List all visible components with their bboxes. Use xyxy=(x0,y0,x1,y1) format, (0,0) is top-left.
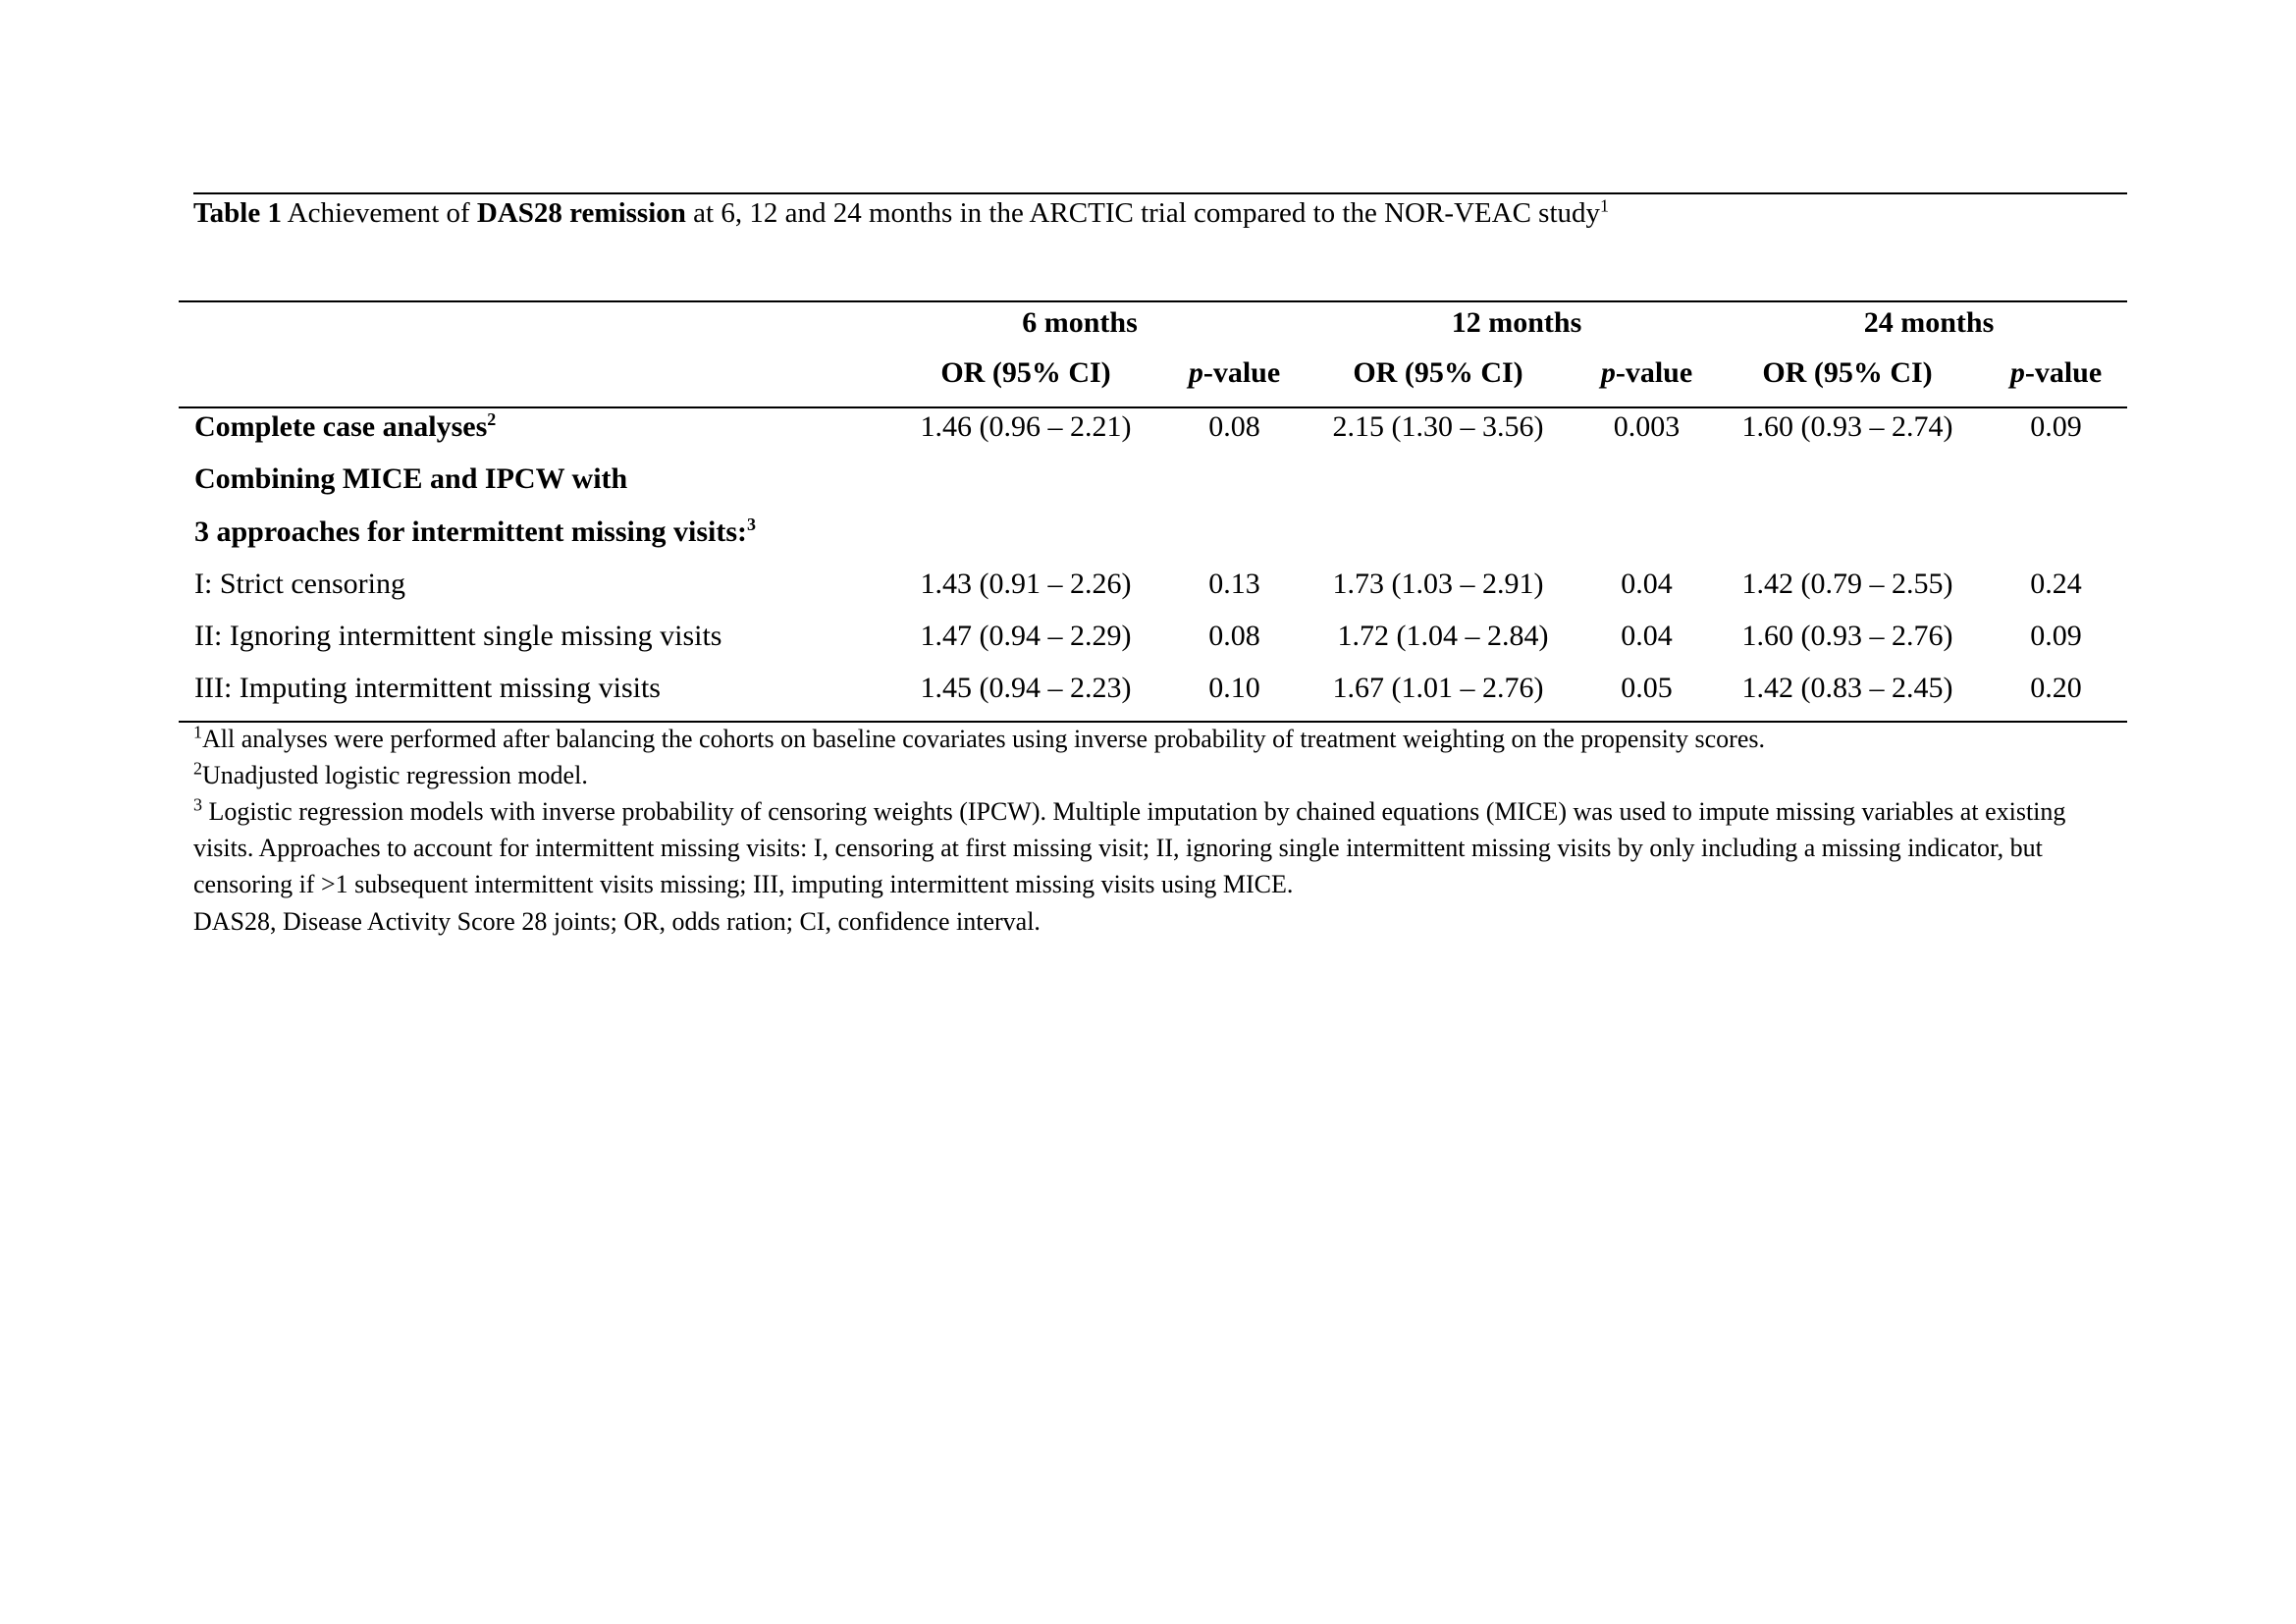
section-heading-line2: 3 approaches for intermittent missing visits:$^3$ xyxy=(194,514,757,548)
table-caption xyxy=(193,194,2127,232)
table-cell: 0.24 xyxy=(2030,568,2082,600)
header-6-months: 6 months xyxy=(1022,306,1138,339)
row-ignoring-label: II: Ignoring intermittent single missing visits xyxy=(194,620,722,652)
table-cell: 0.20 xyxy=(2030,672,2082,704)
footnote-1: $^1$All analyses were performed after balancing the cohorts on baseline covariates using inverse probability of treatment weighting on the propensity scores. xyxy=(193,722,1765,753)
caption-text-c: at 6, 12 and 24 months in the ARCTIC trial compared to the NOR-VEAC study xyxy=(693,197,1601,229)
caption-footnote-ref: 1 xyxy=(1600,195,1610,216)
table-cell: 0.10 xyxy=(1208,672,1260,704)
table-cell: 0.003 xyxy=(1613,410,1681,443)
footnote-abbreviations: DAS28, Disease Activity Score 28 joints; OR, odds ration; CI, confidence interval. xyxy=(193,907,1041,936)
footnote-3: $^3$ Logistic regression models with inverse probability of censoring weights (IPCW). Multiple imputation by chained equations (MICE) was used to impute missing variables at existing visits. Approaches to account for intermittent missing visits: I, censoring at first missing visit; II, ignoring single intermittent missing visits by only including a missing indicator, but censoring if >1 subsequent intermittent visits missing; III, imputing intermittent missing visits using MICE. xyxy=(193,794,2066,898)
table-cell: 1.60 (0.93 – 2.76) xyxy=(1741,620,1953,652)
footnote-2: $^2$Unadjusted logistic regression model. xyxy=(193,758,588,789)
table-cell: 1.72 (1.04 – 2.84) xyxy=(1337,620,1549,652)
table-cell: 1.60 (0.93 – 2.74) xyxy=(1741,410,1953,443)
table-cell: 1.42 (0.79 – 2.55) xyxy=(1741,568,1953,600)
row-imputing-label: III: Imputing intermittent missing visits xyxy=(194,672,661,704)
table-cell: 2.15 (1.30 – 3.56) xyxy=(1332,410,1544,443)
header-or-12: OR (95% CI) xyxy=(1353,356,1523,389)
table-cell: 0.05 xyxy=(1621,672,1673,704)
table-cell: 0.09 xyxy=(2030,620,2082,652)
table-top-rule xyxy=(179,300,2127,302)
table-cell: 0.04 xyxy=(1621,620,1673,652)
table-cell: 1.46 (0.96 – 2.21) xyxy=(920,410,1132,443)
row-strict-label: I: Strict censoring xyxy=(194,568,405,600)
table-cell: 1.47 (0.94 – 2.29) xyxy=(920,620,1132,652)
header-p-12: p-value xyxy=(1600,356,1693,389)
header-or-24: OR (95% CI) xyxy=(1762,356,1933,389)
caption-label: Table 1 xyxy=(193,197,282,229)
table-cell: 1.45 (0.94 – 2.23) xyxy=(920,672,1132,704)
table-cell: 1.73 (1.03 – 2.91) xyxy=(1332,568,1544,600)
table-cell: 1.42 (0.83 – 2.45) xyxy=(1741,672,1953,704)
header-p-24: p-value xyxy=(2009,356,2103,389)
table-cell: 0.09 xyxy=(2030,410,2082,443)
header-24-months: 24 months xyxy=(1863,306,1995,339)
header-or-6: OR (95% CI) xyxy=(940,356,1111,389)
table-cell: 1.67 (1.01 – 2.76) xyxy=(1332,672,1544,704)
table-cell: 0.04 xyxy=(1621,568,1673,600)
caption-text-a: Achievement of xyxy=(287,197,470,229)
section-heading-line1: Combining MICE and IPCW with xyxy=(194,462,628,495)
caption-emphasis: DAS28 remission xyxy=(476,197,686,229)
row-complete-label: Complete case analyses$^2$ xyxy=(194,409,497,443)
table-cell: 0.13 xyxy=(1208,568,1260,600)
table-cell: 1.43 (0.91 – 2.26) xyxy=(920,568,1132,600)
table-cell: 0.08 xyxy=(1208,410,1260,443)
table-cell: 0.08 xyxy=(1208,620,1260,652)
header-12-months: 12 months xyxy=(1451,306,1582,339)
header-p-6: p-value xyxy=(1188,356,1281,389)
